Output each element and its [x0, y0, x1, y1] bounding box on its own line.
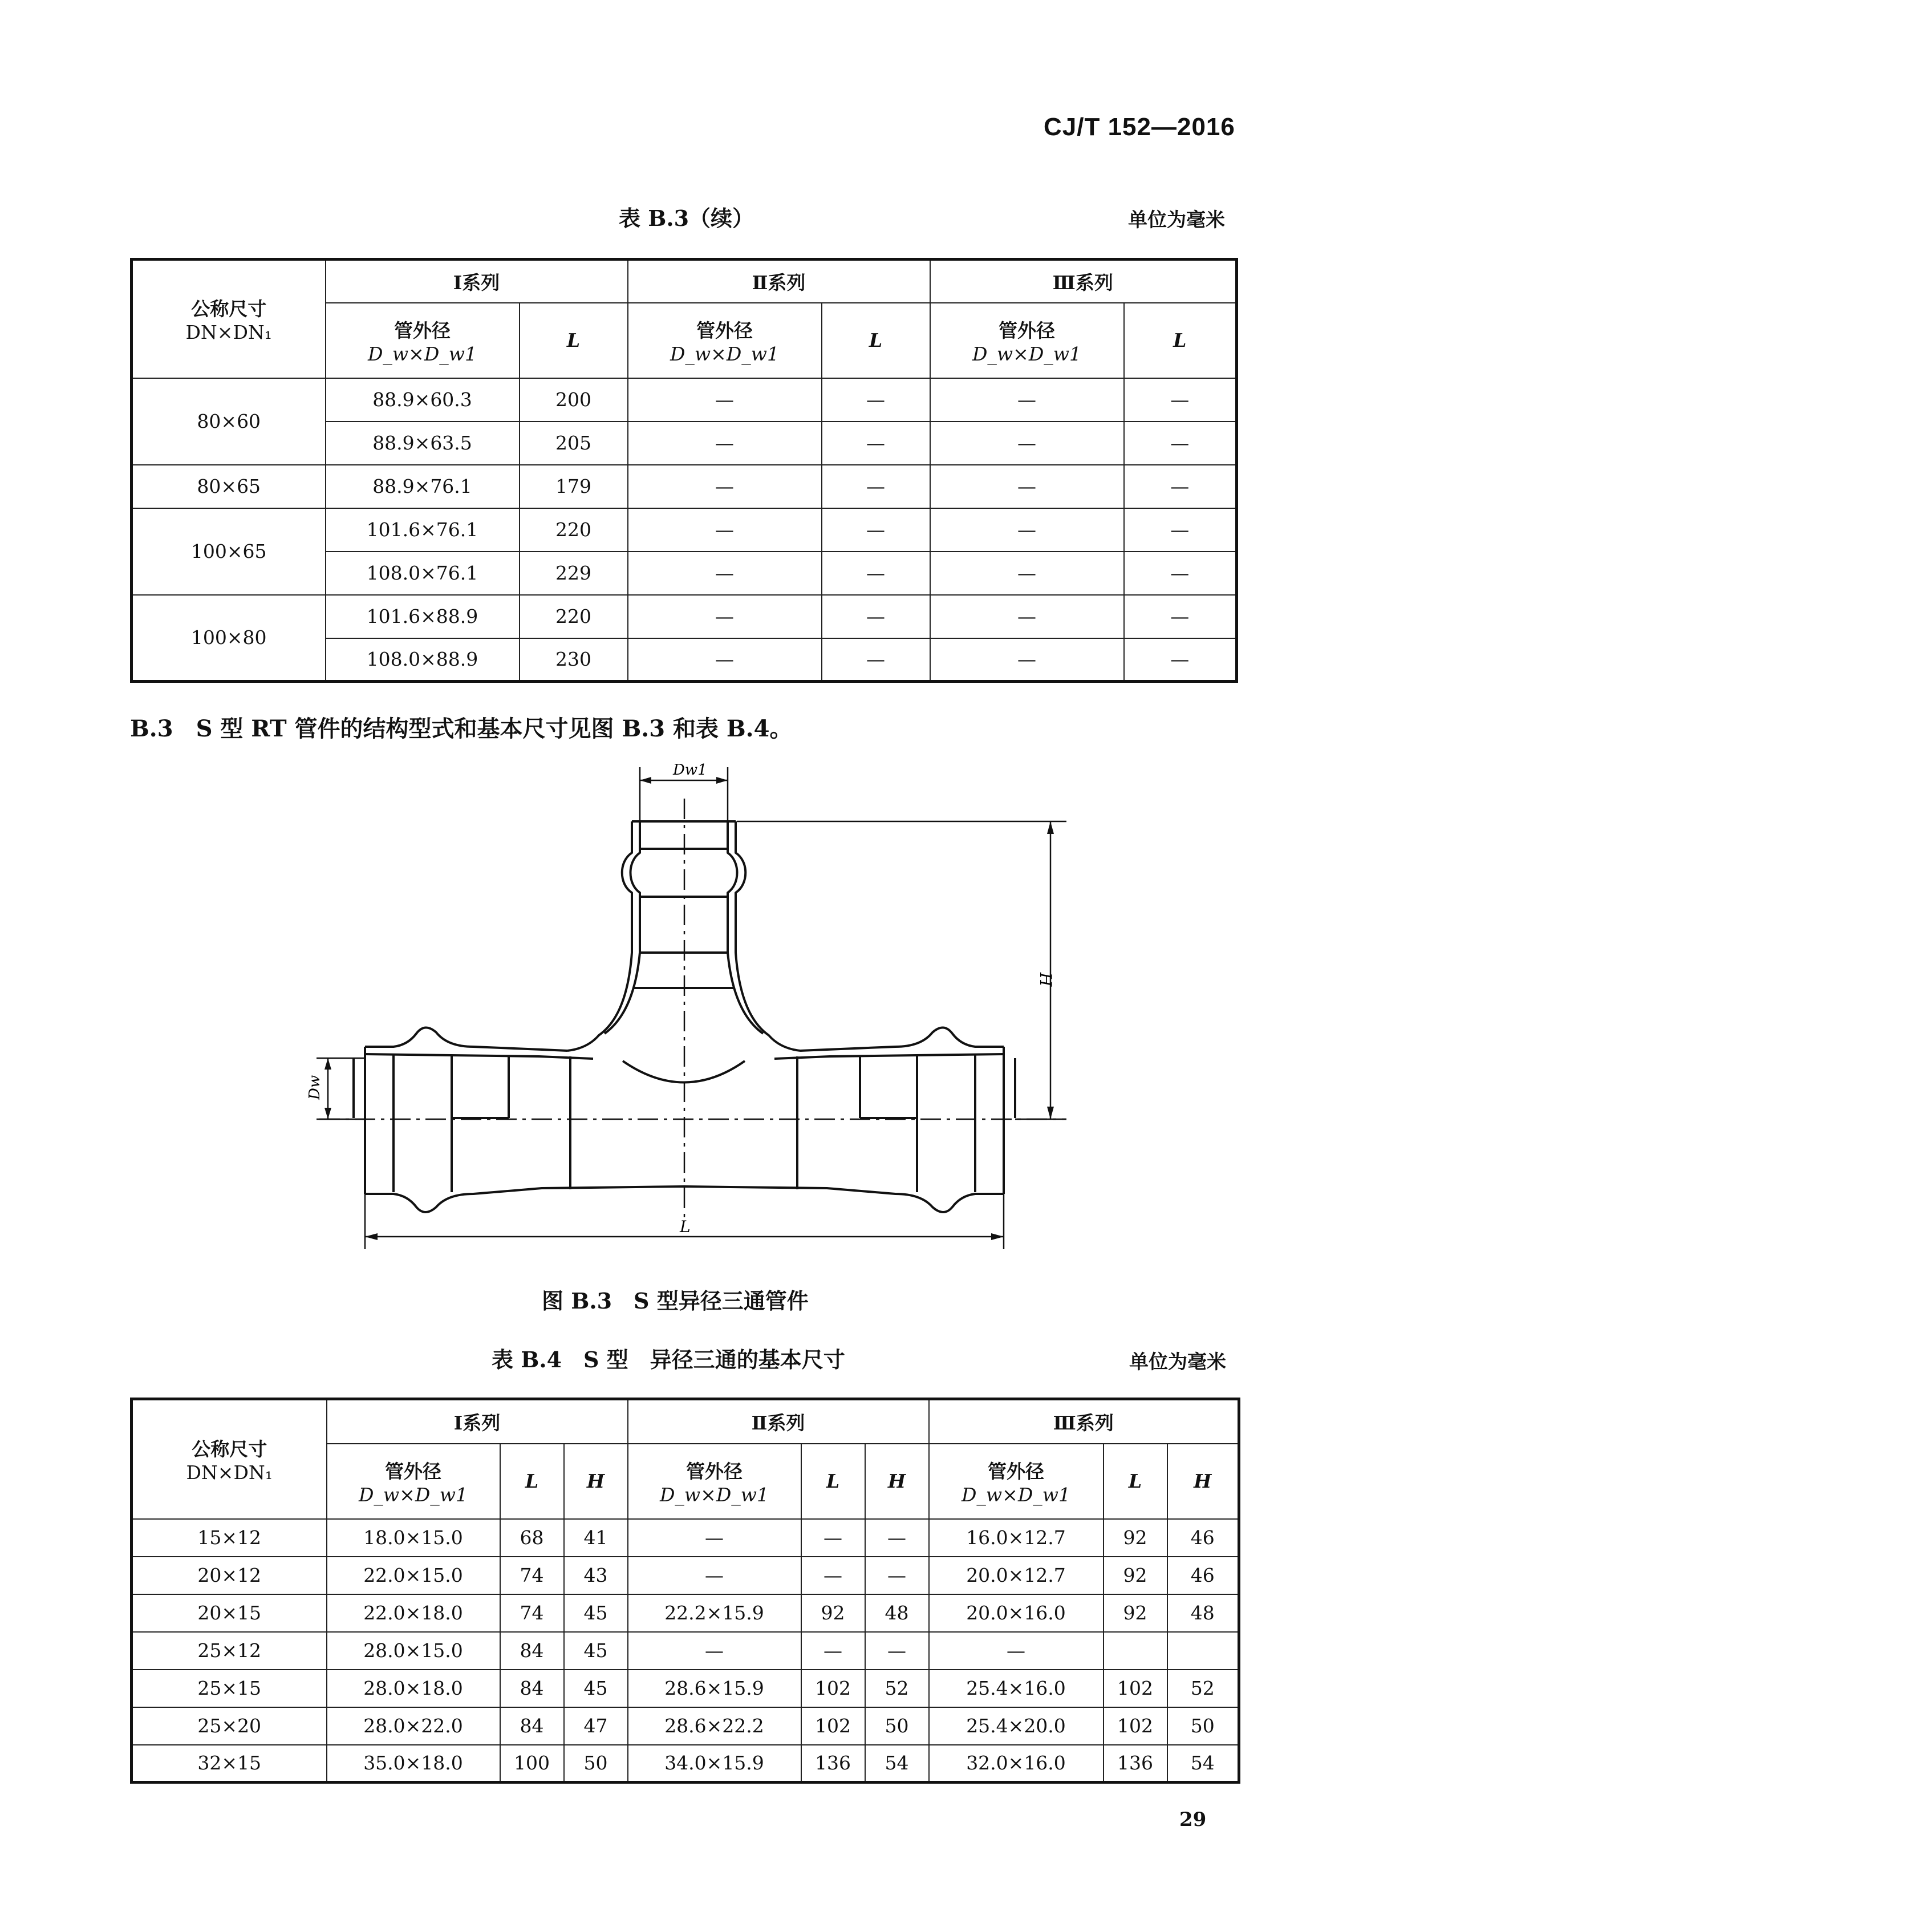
- l-cell: —: [1124, 595, 1237, 638]
- od-cell: —: [930, 595, 1124, 638]
- l-cell: —: [822, 638, 930, 682]
- l-cell: —: [822, 378, 930, 422]
- table-b3-unit: 单位为毫米: [1128, 209, 1225, 232]
- l-cell: —: [1124, 378, 1237, 422]
- h-cell: 45: [564, 1632, 628, 1670]
- b3-l-header: L: [520, 303, 628, 378]
- l-cell: —: [1124, 552, 1237, 595]
- l-cell: 200: [520, 378, 628, 422]
- page-number: 29: [1179, 1808, 1207, 1831]
- b4-nominal-header: 公称尺寸 DN×DN₁: [132, 1399, 327, 1519]
- l-cell: 205: [520, 422, 628, 465]
- od-cell: 28.6×22.2: [628, 1707, 801, 1745]
- l-cell: 74: [500, 1594, 564, 1632]
- b3-od-header: 管外径 D_w×D_w1: [628, 303, 822, 378]
- h-cell: 48: [865, 1594, 929, 1632]
- b4-l-header: L: [500, 1444, 564, 1519]
- dn-cell: 20×15: [132, 1594, 327, 1632]
- b3-l-header: L: [822, 303, 930, 378]
- od-cell: 22.2×15.9: [628, 1594, 801, 1632]
- l-cell: 102: [801, 1670, 865, 1707]
- run-top-wall-right: [800, 1027, 1004, 1051]
- table-b3-caption: 表 B.3（续）: [619, 205, 754, 231]
- l-cell: 92: [1104, 1519, 1167, 1557]
- run-top-inner-right: [774, 1054, 1004, 1059]
- b4-series-1-header: Ⅰ系列: [327, 1399, 628, 1444]
- table-b4-caption: 表 B.4 S 型 异径三通的基本尺寸: [492, 1347, 845, 1372]
- l-cell: 92: [1104, 1557, 1167, 1594]
- l-cell: —: [801, 1557, 865, 1594]
- h-cell: [1167, 1632, 1239, 1670]
- od-cell: —: [628, 1632, 801, 1670]
- h-cell: 50: [564, 1745, 628, 1783]
- h-label: H: [1036, 973, 1055, 987]
- table-row: [132, 1594, 1239, 1632]
- l-cell: —: [801, 1632, 865, 1670]
- dn-cell: 25×20: [132, 1707, 327, 1745]
- b4-series-3-header: Ⅲ系列: [929, 1399, 1239, 1444]
- l-cell: —: [801, 1519, 865, 1557]
- dw-label: Dw: [306, 1075, 323, 1100]
- l-cell: 102: [801, 1707, 865, 1745]
- od-cell: 28.6×15.9: [628, 1670, 801, 1707]
- od-cell: —: [628, 595, 822, 638]
- dn-cell: 25×12: [132, 1632, 327, 1670]
- od-cell: 88.9×76.1: [326, 465, 520, 508]
- table-row: [132, 1519, 1239, 1557]
- od-cell: —: [930, 638, 1124, 682]
- l-cell: 220: [520, 508, 628, 552]
- dn-cell: 15×12: [132, 1519, 327, 1557]
- l-cell: 136: [1104, 1745, 1167, 1783]
- od-cell: 88.9×60.3: [326, 378, 520, 422]
- h-cell: 52: [865, 1670, 929, 1707]
- od-cell: —: [628, 638, 822, 682]
- table-row: [132, 1670, 1239, 1707]
- od-cell: 101.6×88.9: [326, 595, 520, 638]
- od-cell: 18.0×15.0: [327, 1519, 500, 1557]
- h-cell: 50: [865, 1707, 929, 1745]
- b3-l-header: L: [1124, 303, 1237, 378]
- l-cell: 102: [1104, 1707, 1167, 1745]
- b4-h-header: H: [1167, 1444, 1239, 1519]
- b4-l-header: L: [1104, 1444, 1167, 1519]
- od-cell: —: [628, 508, 822, 552]
- l-label: L: [680, 1217, 691, 1236]
- od-cell: 108.0×88.9: [326, 638, 520, 682]
- h-cell: 50: [1167, 1707, 1239, 1745]
- od-cell: —: [628, 422, 822, 465]
- l-cell: 136: [801, 1745, 865, 1783]
- l-cell: —: [822, 508, 930, 552]
- od-cell: 22.0×15.0: [327, 1557, 500, 1594]
- od-cell: 22.0×18.0: [327, 1594, 500, 1632]
- b4-od-header: 管外径 D_w×D_w1: [628, 1444, 801, 1519]
- h-cell: —: [865, 1632, 929, 1670]
- h-cell: —: [865, 1519, 929, 1557]
- figure-b3-caption: 图 B.3 S 型异径三通管件: [542, 1288, 809, 1314]
- l-cell: —: [1124, 422, 1237, 465]
- dw1-label: Dw1: [673, 762, 707, 779]
- od-cell: —: [628, 465, 822, 508]
- l-cell: 229: [520, 552, 628, 595]
- b4-od-header: 管外径 D_w×D_w1: [929, 1444, 1104, 1519]
- od-cell: —: [929, 1632, 1104, 1670]
- od-cell: —: [628, 378, 822, 422]
- od-cell: 28.0×15.0: [327, 1632, 500, 1670]
- od-cell: —: [628, 552, 822, 595]
- b4-l-header: L: [801, 1444, 865, 1519]
- b3-series-1-header: Ⅰ系列: [326, 260, 628, 303]
- b3-od-header: 管外径 D_w×D_w1: [326, 303, 520, 378]
- od-cell: —: [930, 378, 1124, 422]
- l-cell: 84: [500, 1707, 564, 1745]
- od-cell: 20.0×12.7: [929, 1557, 1104, 1594]
- l-cell: 84: [500, 1632, 564, 1670]
- od-cell: 16.0×12.7: [929, 1519, 1104, 1557]
- l-cell: —: [822, 422, 930, 465]
- h-cell: 47: [564, 1707, 628, 1745]
- h-cell: 43: [564, 1557, 628, 1594]
- dn-cell: 80×65: [132, 465, 326, 508]
- table-row: [132, 1557, 1239, 1594]
- table-row: [132, 1745, 1239, 1783]
- od-cell: 88.9×63.5: [326, 422, 520, 465]
- l-cell: 230: [520, 638, 628, 682]
- standard-code: CJ/T 152—2016: [1044, 113, 1235, 141]
- l-cell: 74: [500, 1557, 564, 1594]
- h-cell: 46: [1167, 1557, 1239, 1594]
- l-cell: —: [1124, 638, 1237, 682]
- l-cell: 84: [500, 1670, 564, 1707]
- dn-cell: 20×12: [132, 1557, 327, 1594]
- l-cell: 92: [801, 1594, 865, 1632]
- od-cell: —: [628, 1557, 801, 1594]
- b4-h-header: H: [865, 1444, 929, 1519]
- od-cell: 20.0×16.0: [929, 1594, 1104, 1632]
- section-b3-paragraph: B.3 S 型 RT 管件的结构型式和基本尺寸见图 B.3 和表 B.4。: [130, 715, 793, 742]
- od-cell: —: [930, 552, 1124, 595]
- od-cell: 32.0×16.0: [929, 1745, 1104, 1783]
- l-cell: —: [822, 465, 930, 508]
- table-row: [132, 1707, 1239, 1745]
- h-cell: 41: [564, 1519, 628, 1557]
- l-cell: 102: [1104, 1670, 1167, 1707]
- od-cell: —: [930, 422, 1124, 465]
- b4-series-2-header: Ⅱ系列: [628, 1399, 929, 1444]
- l-cell: —: [1124, 508, 1237, 552]
- l-cell: —: [822, 595, 930, 638]
- dn-cell: 80×60: [132, 378, 326, 465]
- dn-cell: 32×15: [132, 1745, 327, 1783]
- dn-cell: 100×65: [132, 508, 326, 595]
- table-b4: [130, 1398, 1240, 1784]
- h-cell: 52: [1167, 1670, 1239, 1707]
- h-cell: —: [865, 1557, 929, 1594]
- l-cell: [1104, 1632, 1167, 1670]
- table-b4-unit: 单位为毫米: [1129, 1351, 1226, 1374]
- od-cell: 28.0×22.0: [327, 1707, 500, 1745]
- od-cell: —: [930, 508, 1124, 552]
- h-cell: 45: [564, 1670, 628, 1707]
- b4-h-header: H: [564, 1444, 628, 1519]
- l-cell: 100: [500, 1745, 564, 1783]
- run-top-inner: [365, 1054, 593, 1059]
- l-cell: 92: [1104, 1594, 1167, 1632]
- h-cell: 46: [1167, 1519, 1239, 1557]
- l-cell: 68: [500, 1519, 564, 1557]
- run-top-wall: [365, 1027, 567, 1051]
- h-cell: 45: [564, 1594, 628, 1632]
- od-cell: —: [628, 1519, 801, 1557]
- b3-nominal-header: 公称尺寸 DN×DN₁: [132, 260, 326, 378]
- h-cell: 48: [1167, 1594, 1239, 1632]
- b4-od-header: 管外径 D_w×D_w1: [327, 1444, 500, 1519]
- h-cell: 54: [1167, 1745, 1239, 1783]
- table-row: [132, 1632, 1239, 1670]
- l-cell: —: [822, 552, 930, 595]
- h-cell: 54: [865, 1745, 929, 1783]
- l-cell: —: [1124, 465, 1237, 508]
- od-cell: 34.0×15.9: [628, 1745, 801, 1783]
- dn-cell: 25×15: [132, 1670, 327, 1707]
- b3-series-3-header: Ⅲ系列: [930, 260, 1237, 303]
- od-cell: 101.6×76.1: [326, 508, 520, 552]
- od-cell: 108.0×76.1: [326, 552, 520, 595]
- od-cell: 35.0×18.0: [327, 1745, 500, 1783]
- b3-series-2-header: Ⅱ系列: [628, 260, 930, 303]
- od-cell: —: [930, 465, 1124, 508]
- l-cell: 179: [520, 465, 628, 508]
- od-cell: 25.4×20.0: [929, 1707, 1104, 1745]
- od-cell: 25.4×16.0: [929, 1670, 1104, 1707]
- od-cell: 28.0×18.0: [327, 1670, 500, 1707]
- b3-od-header: 管外径 D_w×D_w1: [930, 303, 1124, 378]
- dn-cell: 100×80: [132, 595, 326, 682]
- l-cell: 220: [520, 595, 628, 638]
